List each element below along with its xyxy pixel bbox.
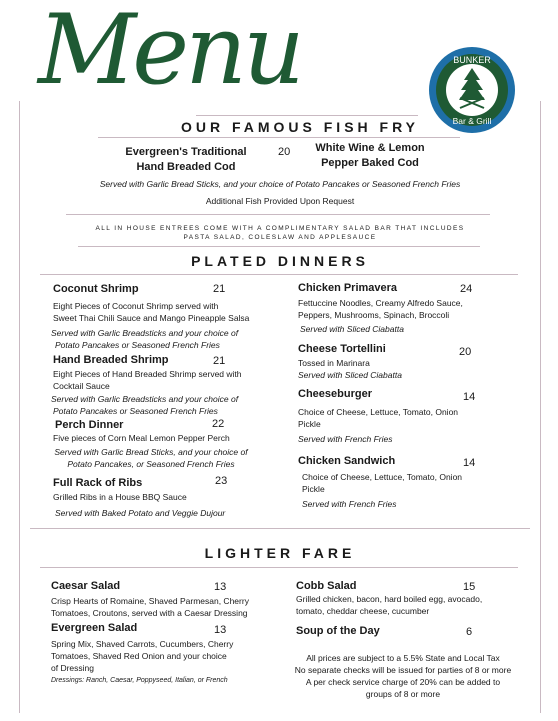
menu-item-note: Served with French Fries [302, 499, 397, 509]
desc-line: Eight Pieces of Coconut Shrimp served with [53, 301, 219, 311]
fish-item-2 [300, 141, 440, 171]
lighter-heading: LIGHTER FARE [204, 545, 356, 561]
desc-line: Pickle [302, 484, 325, 494]
note-line: Potato Pancakes, or Seasoned French Fries [67, 459, 235, 469]
menu-item-price: 15 [463, 581, 476, 593]
fish-item-1-line2: Hand Breaded Cod [136, 161, 236, 173]
menu-item-price: 21 [213, 283, 226, 295]
desc-line: Choice of Cheese, Lettuce, Tomato, Onion [298, 407, 459, 417]
menu-item-desc [51, 638, 276, 674]
desc-line: Sweet Thai Chili Sauce and Mango Pineapple Salsa [53, 313, 250, 323]
menu-item-desc [298, 297, 498, 321]
logo-line2: Bar & Grill [452, 116, 492, 126]
menu-item-note [51, 327, 281, 351]
salad-bar-note-line1: ALL IN HOUSE ENTREES COME WITH A COMPLIMENTARY SALAD BAR THAT INCLUDES [95, 225, 465, 232]
divider [196, 115, 418, 116]
menu-item-price: 21 [213, 355, 226, 367]
menu-item-name: Cobb Salad [296, 580, 357, 592]
fish-item-2-line1: White Wine & Lemon [315, 142, 425, 154]
desc-line: Pickle [298, 419, 321, 429]
footer-line: A per check service charge of 20% can be added to [305, 677, 501, 687]
menu-item-price: 14 [463, 391, 476, 403]
menu-item-note: Served with French Fries [298, 434, 393, 444]
desc-line: Spring Mix, Shaved Carrots, Cucumbers, Cherry [51, 639, 234, 649]
divider [30, 528, 530, 529]
divider [40, 567, 518, 568]
menu-item-name: Hand Breaded Shrimp [53, 354, 169, 366]
desc-line: Crisp Hearts of Romaine, Shaved Parmesan, Cherry [51, 596, 249, 606]
menu-item-name: Soup of the Day [296, 625, 380, 637]
divider [40, 274, 518, 275]
menu-item-desc: Grilled Ribs in a House BBQ Sauce [53, 492, 187, 502]
menu-item-name: Coconut Shrimp [53, 283, 139, 295]
menu-item-price: 14 [463, 457, 476, 469]
menu-item-name: Chicken Sandwich [298, 455, 396, 467]
footer-notes [268, 652, 538, 700]
menu-item-price: 6 [466, 626, 473, 638]
menu-item-name: Perch Dinner [55, 419, 124, 431]
salad-bar-note [40, 224, 520, 242]
menu-item-note: Served with Sliced Ciabatta [298, 370, 402, 380]
note-line: Served with Garlic Bread Sticks, and your choice of [54, 447, 248, 457]
menu-item-name: Caesar Salad [51, 580, 121, 592]
desc-line: Tomatoes, Shaved Red Onion and your choice [51, 651, 227, 661]
menu-item-desc [298, 406, 498, 430]
menu-item-desc: Tossed in Marinara [298, 358, 370, 368]
menu-item-name: Evergreen Salad [51, 622, 138, 634]
salad-bar-note-line2: PASTA SALAD, COLESLAW AND APPLESAUCE [183, 234, 377, 241]
menu-item-price: 24 [460, 283, 473, 295]
fish-item-1-line1: Evergreen's Traditional [125, 146, 247, 158]
fish-item-2-line2: Pepper Baked Cod [321, 157, 419, 169]
menu-item-desc [53, 368, 278, 392]
footer-line: groups of 8 or more [365, 689, 441, 699]
logo-line1: BUNKER [453, 55, 491, 65]
menu-item-desc [302, 471, 502, 495]
footer-line: No separate checks will be issued for parties of 8 or more [294, 665, 512, 675]
menu-item-name: Cheeseburger [298, 388, 372, 400]
menu-item-price: 22 [212, 418, 225, 430]
fish-additional: Additional Fish Provided Upon Request [205, 196, 355, 206]
plated-heading: PLATED DINNERS [191, 253, 369, 269]
desc-line: tomato, cheddar cheese, cucumber [296, 606, 430, 616]
fish-item-1 [108, 145, 264, 175]
menu-item-desc [53, 300, 278, 324]
footer-line: All prices are subject to a 5.5% State and Local Tax [306, 653, 500, 663]
menu-item-desc [51, 595, 276, 619]
divider [98, 137, 460, 138]
desc-line: Fettuccine Noodles, Creamy Alfredo Sauce, [298, 298, 463, 308]
fish-fry-heading: OUR FAMOUS FISH FRY [180, 119, 420, 135]
note-line: Served with Garlic Breadsticks and your choice of [51, 394, 239, 404]
menu-item-price: 13 [214, 624, 227, 636]
menu-item-desc [296, 593, 521, 617]
menu-item-name: Chicken Primavera [298, 282, 398, 294]
menu-item-price: 13 [214, 581, 227, 593]
menu-item-price: 20 [459, 346, 472, 358]
note-line: Served with Garlic Breadsticks and your choice of [51, 328, 239, 338]
fish-served-note: Served with Garlic Bread Sticks, and your choice of Potato Pancakes or Seasoned French Fries [99, 179, 461, 189]
menu-item-desc: Five pieces of Corn Meal Lemon Pepper Perch [53, 433, 230, 443]
fish-price: 20 [278, 146, 291, 158]
desc-line: Choice of Cheese, Lettuce, Tomato, Onion [302, 472, 463, 482]
menu-title: Menu [38, 0, 301, 106]
divider [78, 246, 480, 247]
menu-item-name: Cheese Tortellini [298, 343, 386, 355]
dressing-note: Dressings: Ranch, Caesar, Poppyseed, Italian, or French [51, 677, 228, 684]
desc-line: of Dressing [51, 663, 94, 673]
desc-line: Cocktail Sauce [53, 381, 110, 391]
menu-item-note [51, 393, 281, 417]
desc-line: Tomatoes, Croutons, served with a Caesar Dressing [51, 608, 248, 618]
desc-line: Peppers, Mushrooms, Spinach, Broccoli [298, 310, 450, 320]
note-line: Potato Pancakes or Seasoned French Fries [55, 340, 220, 350]
menu-item-note: Served with Baked Potato and Veggie Dujour [55, 508, 226, 518]
divider [66, 214, 490, 215]
desc-line: Grilled chicken, bacon, hard boiled egg, avocado, [296, 594, 483, 604]
menu-item-name: Full Rack of Ribs [53, 477, 143, 489]
menu-item-note: Served with Sliced Ciabatta [300, 324, 404, 334]
bunker-logo [428, 46, 516, 134]
desc-line: Eight Pieces of Hand Breaded Shrimp served with [53, 369, 242, 379]
note-line: Potato Pancakes or Seasoned French Fries [53, 406, 218, 416]
menu-item-note [45, 446, 257, 470]
menu-item-price: 23 [215, 475, 228, 487]
